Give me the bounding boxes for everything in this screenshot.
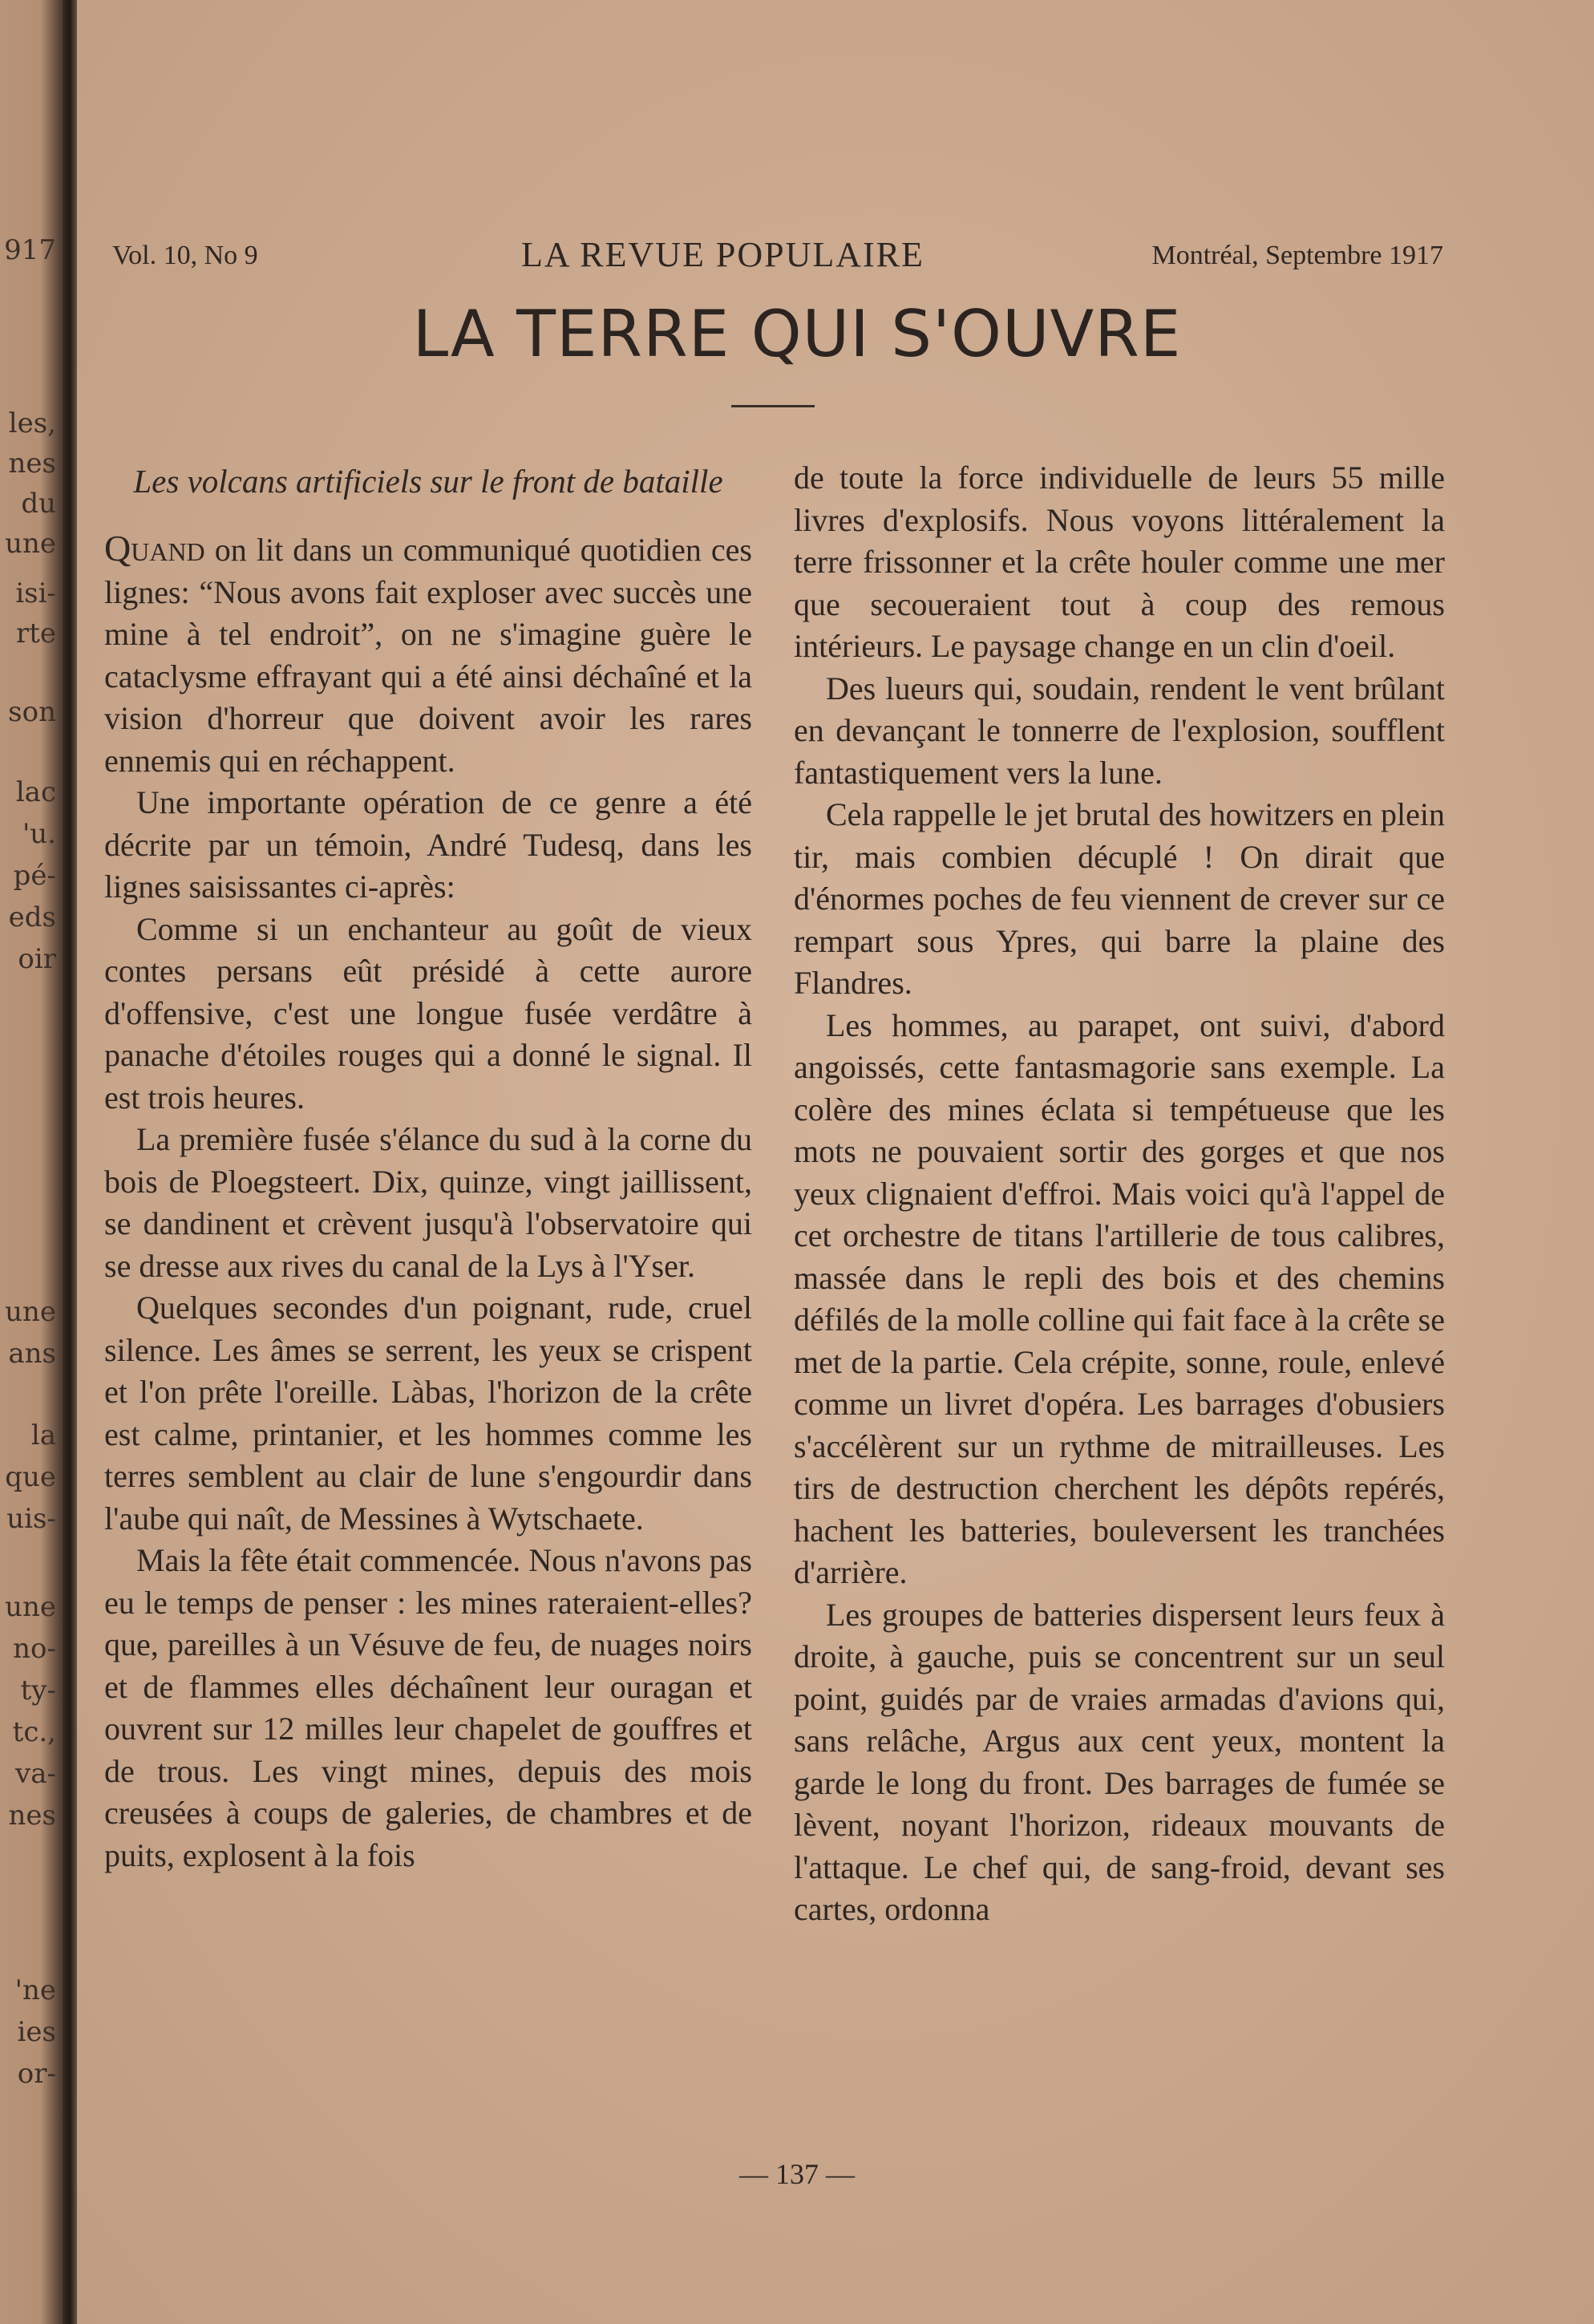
paragraph: Une importante opération de ce genre a été décrite par un témoin, André Tudesq, dans les lignes saisissantes ci-après: xyxy=(104,784,752,905)
prev-page-fragment: 917 xyxy=(4,234,56,266)
prev-page-fragment: les, xyxy=(8,407,56,439)
paragraph: La première fusée s'élance du sud à la corne du bois de Ploegsteert. Dix, quinze, vingt jaillissent, se dandinent et crèvent jusqu'à l'observatoire qui se dresse aux rives du canal de la Lys à l'Yser. xyxy=(104,1121,752,1284)
prev-page-fragment: du xyxy=(21,488,56,520)
title-rule xyxy=(731,405,815,407)
prev-page-fragment: 'ne xyxy=(14,1974,56,2006)
paragraph: Mais la fête était commencée. Nous n'avons pas eu le temps de penser : les mines rateraient-elles? que, pareilles à un Vésuve de feu, de nuages noirs et de flammes elles déchaînent leur ouragan et ouvrent sur 12 milles leur chapelet de gouffres et de trous. Les vingt mines, depuis des mois creusées à coups de galeries, de chambres et de puits, explosent à la fois xyxy=(104,1542,752,1873)
paragraph: de toute la force individuelle de leurs 55 mille livres d'explosifs. Nous voyons littéralement la terre frissonner et la crête houler comme une mer que secoueraient tout à coup des remous intérieurs. Le paysage change en un clin d'oeil. xyxy=(794,460,1445,664)
running-header xyxy=(112,234,1443,282)
paragraph: Cela rappelle le jet brutal des howitzers en plein tir, mais combien décuplé ! On dirait que d'énormes poches de feu viennent de crever sur ce rempart sous Ypres, qui barre la plaine des Flandres. xyxy=(794,796,1445,1001)
prev-page-fragment: ty- xyxy=(20,1674,56,1707)
prev-page-fragment: nes xyxy=(8,447,56,480)
prev-page-fragment: une xyxy=(5,528,56,560)
column-right xyxy=(794,457,1445,1931)
prev-page-fragment: uis- xyxy=(6,1503,56,1535)
prev-page-fragment: pé- xyxy=(13,860,56,892)
paragraph: Les hommes, au parapet, ont suivi, d'abord angoissés, cette fantasmagorie sans exemple. La colère des mines éclata si tempétueuse que les mots ne pouvaient sortir des gorges et que nos yeux clignaient d'effroi. Mais voici qu'à l'appel de cet orchestre de titans l'artillerie de tous calibres, massée dans le repli des bois et des chemins défilés de la molle colline qui fait face à la crête se met de la partie. Cela crépite, sonne, roule, enlevé comme un livret d'opéra. Les barrages d'obusiers s'accélèrent sur un rythme de mitrailleuses. Les tirs de destruction cherchent les dépôts repérés, hachent les batteries, bouleversent les tranchées d'arrière. xyxy=(794,1006,1445,1590)
page-number: — 137 — xyxy=(739,2158,855,2190)
prev-page-fragment: rte xyxy=(15,617,56,650)
publication-name: LA REVUE POPULAIRE xyxy=(521,235,924,274)
prev-page-fragment: lac xyxy=(15,776,56,808)
prev-page-fragment: eds xyxy=(8,901,56,933)
volume-number: Vol. 10, No 9 xyxy=(112,241,258,270)
column-left xyxy=(104,457,752,1877)
paragraph: Les groupes de batteries dispersent leurs feux à droite, à gauche, puis se concentrent sur un seul point, guidés par de vraies armadas d'avions qui, sans relâche, Argus aux cent yeux, montent la garde le long du front. Des barrages de fumée se lèvent, noyant l'horizon, rideaux mouvants de l'attaque. Le chef qui, de sang-froid, devant ses cartes, ordonna xyxy=(794,1596,1445,1927)
prev-page-fragment: que xyxy=(5,1461,56,1493)
prev-page-fragment: tc., xyxy=(12,1716,56,1748)
prev-page-fragment: ies xyxy=(17,2016,56,2048)
paragraph xyxy=(104,528,752,782)
prev-page-fragment: no- xyxy=(13,1633,56,1665)
article-title: LA TERRE QUI S'OUVRE xyxy=(412,297,1182,371)
paragraph: Quelques secondes d'un poignant, rude, cruel silence. Les âmes se serrent, les yeux se crispent et l'on prête l'oreille. Làbas, l'horizon de la crête est calme, printanier, et les hommes comme les terres semblent au clair de lune s'engourdir dans l'aube qui naît, de Messines à Wytschaete. xyxy=(104,1290,752,1537)
paragraph-text: on lit dans un communiqué quotidien ces lignes: “Nous avons fait exploser avec succès une mine à tel endroit”, on ne s'imagine guère le cataclysme effrayant qui a été ainsi déchaîné et la vision d'horreur que doivent avoir les rares ennemis qui en réchappent. xyxy=(104,532,752,779)
prev-page-fragment: son xyxy=(8,696,56,728)
paragraph: Des lueurs qui, soudain, rendent le vent brûlant en devançant le tonnerre de l'explosion, soufflent fantastiquement vers la lune. xyxy=(794,670,1445,791)
prev-page-fragment: la xyxy=(30,1419,56,1451)
prev-page-fragment: isi- xyxy=(15,577,56,609)
prev-page-fragment: ans xyxy=(8,1338,56,1370)
place-and-date: Montréal, Septembre 1917 xyxy=(1151,241,1443,270)
drop-word: Quand xyxy=(104,528,205,569)
prev-page-fragment: une xyxy=(5,1296,56,1328)
prev-page-fragment: une xyxy=(5,1591,56,1623)
prev-page-fragment: oir xyxy=(18,943,56,975)
prev-page-fragment: nes xyxy=(8,1800,56,1832)
article-subtitle: Les volcans artificiels sur le front de bataille xyxy=(133,463,723,500)
prev-page-fragment: or- xyxy=(17,2058,56,2090)
prev-page-fragment: 'u. xyxy=(22,818,56,850)
paragraph: Comme si un enchanteur au goût de vieux contes persans eût présidé à cette aurore d'offensive, c'est une longue fusée verdâtre à panache d'étoiles rouges qui a donné le signal. Il est trois heures. xyxy=(104,910,752,1115)
prev-page-fragment: va- xyxy=(15,1758,56,1790)
